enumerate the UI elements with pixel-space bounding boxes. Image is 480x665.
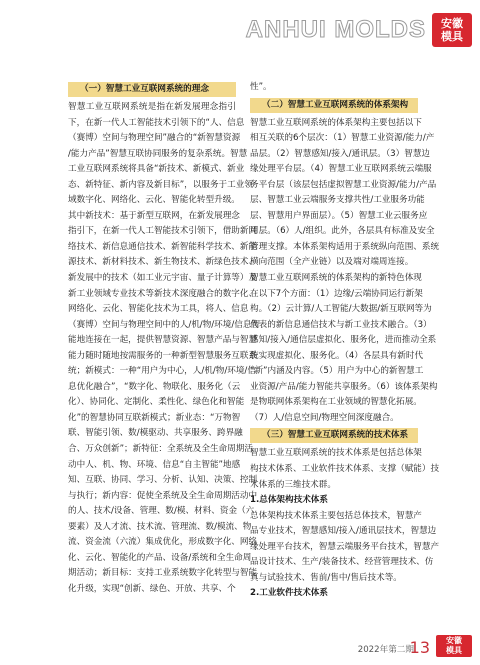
text-line: 1.总体架构技术体系	[250, 495, 328, 506]
text-line: 域数字化、网络化、云化、智能化转型升级。	[68, 195, 240, 206]
body-paragraph	[250, 446, 440, 493]
text-line: 统；新模式：一种“用户为中心，人/机/物/环境/信	[68, 366, 256, 377]
text-line: 是物联网体系架构在工业领域的智慧化拓展。	[250, 397, 422, 408]
text-line: 期活动；新目标：支持工业系统数字化转型与智能	[68, 568, 258, 579]
text-line: 络技术、新信息通信技术、新智能科学技术、新能	[68, 241, 258, 252]
text-line: 智慧工业互联网系统是指在新发展理念指引	[68, 102, 236, 112]
text-line: 工业互联网系统将具备“新技术、新模式、新业	[68, 164, 245, 175]
text-line: 缘处理平台层。（4）智慧工业互联网系统云端服	[250, 164, 432, 175]
text-line: （7）人/信息空间/物理空间深度融合。	[250, 412, 399, 423]
text-line: 联、智能引领、数/模驱动、共享服务、跨界融	[68, 428, 243, 439]
body-paragraph	[68, 100, 253, 209]
text-line: 能地连接在一起，提供智慧资源、智慧产品与智慧	[68, 335, 258, 346]
text-line: 2.工业软件技术体系	[250, 588, 328, 599]
text-line: 化）、协同化、定制化、柔性化、绿色化和智能	[68, 397, 245, 408]
text-line: 横向范围（全产业链）以及端对端周连接。	[250, 257, 414, 268]
text-line: 务平台层（该层包括虚拟智慧工业资源/能力/产品	[250, 179, 437, 190]
text-line: 化”的智慧协同互联新模式；新业态：“万物智	[68, 412, 241, 423]
section-heading: （三）智慧工业互联网系统的技术体系	[250, 428, 418, 443]
text-line: 息优化融合”，“数字化、物联化、服务化（云	[68, 381, 241, 392]
text-line: 智慧工业互联网系统的技术体系是包括总体架	[250, 448, 422, 459]
text-line: 统实现虚拟化、服务化。（4）各层具有新时代	[250, 350, 424, 361]
text-line: 化升级，实现“创新、绿色、开放、共享、个	[68, 583, 236, 594]
text-line: 智慧工业互联网系统的体系架构主要包括以下	[250, 117, 422, 128]
page-footer	[342, 635, 472, 657]
text-line: 流、资金流（六流）集成优化，形成数字化、网络	[68, 537, 258, 548]
text-line: 品专业技术，智慧感知/接入/通讯层技术，智慧边	[250, 526, 437, 537]
text-line: 构。（2）云计算/人工智能/大数据/新互联网等为	[250, 304, 432, 315]
body-paragraph	[250, 80, 418, 96]
text-line: 感知/接入/通信层虚拟化、服务化，进而推动全系	[250, 335, 437, 346]
text-line: 新发展中的技术（如工业元宇宙、量子计算等）及	[68, 273, 258, 284]
subsection-title	[250, 493, 418, 509]
text-line: 构技术体系、工业软件技术体系、支撑（赋能）技	[250, 464, 440, 475]
text-line: 新工业领域专业技术等新技术深度融合的数字化、	[68, 288, 258, 299]
left-column	[68, 80, 261, 598]
text-line: 管理支撑。本体系架构适用于系统纵向范围、系统	[250, 241, 440, 252]
body-paragraph	[250, 116, 440, 271]
text-line: 品设计技术、生产/装备技术、经营管理技术、仿	[250, 557, 434, 568]
text-line: 与执行；新内容：促使全系统及全生命周期活动中	[68, 490, 258, 501]
text-line: 其中新技术：基于新型互联网，在新发展理念	[68, 210, 240, 221]
text-line: /能力产品”智慧互联协同服务的复杂系统。智慧	[68, 148, 248, 159]
text-line: 要素）及人才流、技术流、管理流、数/模流、物	[68, 521, 252, 532]
text-line: 术体系的三维技术群。	[250, 479, 336, 490]
page-number: 13	[409, 638, 430, 657]
body-paragraph	[250, 509, 440, 587]
text-line: 的人、技术/设备、管理、数/模、材料、资金（六	[68, 506, 255, 517]
issue-label: 2022年第二期	[357, 645, 414, 655]
section-heading: （一）智慧工业互联网系统的理念	[68, 82, 236, 97]
text-line: 真与试验技术、售前/售中/售后技术等。	[250, 572, 402, 583]
body-paragraph	[250, 271, 438, 426]
text-line: 层、智慧用户界面层）。（5）智慧工业云服务应	[250, 210, 428, 221]
text-line: 化、云化、智能化的产品、设备/系统和全生命周	[68, 552, 252, 563]
masthead	[232, 13, 472, 47]
text-line: 动中人、机、物、环境、信息“自主智能”地感	[68, 459, 241, 470]
footer-badge-logo: 安徽 模具	[436, 635, 472, 657]
text-line: 用层。（6）人/组织。此外，各层具有标准及安全	[250, 226, 435, 237]
text-line: 合、万众创新”；新特征：全系统及全生命周期活	[68, 444, 253, 455]
section-heading: （二）智慧工业互联网系统的体系架构	[250, 98, 418, 113]
text-line: 性”。	[250, 82, 272, 92]
text-line: 态、新特征、新内容及新目标”，以服务于工业领	[68, 179, 253, 190]
text-line: “新”内涵及内容。（5）用户为中心的新智慧工	[250, 366, 424, 377]
text-line: 源技术、新材料技术、新生物技术、新绿色技术、	[68, 257, 258, 268]
text-line: 缘处理平台技术，智慧云端服务平台技术，智慧产	[250, 541, 440, 552]
text-line: 下，在新一代人工智能技术引领下的“人、信息	[68, 117, 245, 128]
text-line: （赛博）空间与物理空间”融合的“新智慧资源	[68, 133, 241, 144]
subsection-title	[250, 586, 418, 602]
journal-badge-logo: 安徽 模具	[432, 13, 472, 47]
text-line: 网络化、云化、智能化技术为工具，将人、信息	[68, 304, 249, 315]
text-line: 指引下，在新一代人工智能技术引领下，借助新网	[68, 226, 258, 237]
journal-brand-logo: ANHUI MOLDS	[245, 16, 426, 43]
body-paragraph	[68, 209, 261, 598]
text-line: 总体架构技术体系主要包括总体技术，智慧产	[250, 510, 422, 521]
text-line: 业资源/产品/能力智能共享服务。（6）该体系架构	[250, 381, 438, 392]
text-line: 在以下7个方面：（1）边缘/云端协同运行新架	[250, 288, 423, 299]
text-line: 智慧工业互联网系统的体系架构的新特色体现	[250, 273, 422, 284]
text-line: 层、智慧工业云端服务支撑共性/工业服务功能	[250, 195, 425, 206]
text-line: 能力随时随地按需服务的一种新型智慧服务互联系	[68, 350, 258, 361]
text-line: 知、互联、协同、学习、分析、认知、决策、控制	[68, 475, 258, 486]
text-line: 相互关联的6个层次：（1）智慧工业资源/能力/产	[250, 133, 435, 144]
text-line: （赛博）空间与物理空间中的人/机/物/环境/信息智	[68, 319, 261, 330]
text-line: 品层。（2）智慧感知/接入/通讯层。（3）智慧边	[250, 148, 431, 159]
text-line: 代表的新信息通信技术与新工业技术融合。（3）	[250, 319, 432, 330]
right-column	[250, 80, 440, 602]
